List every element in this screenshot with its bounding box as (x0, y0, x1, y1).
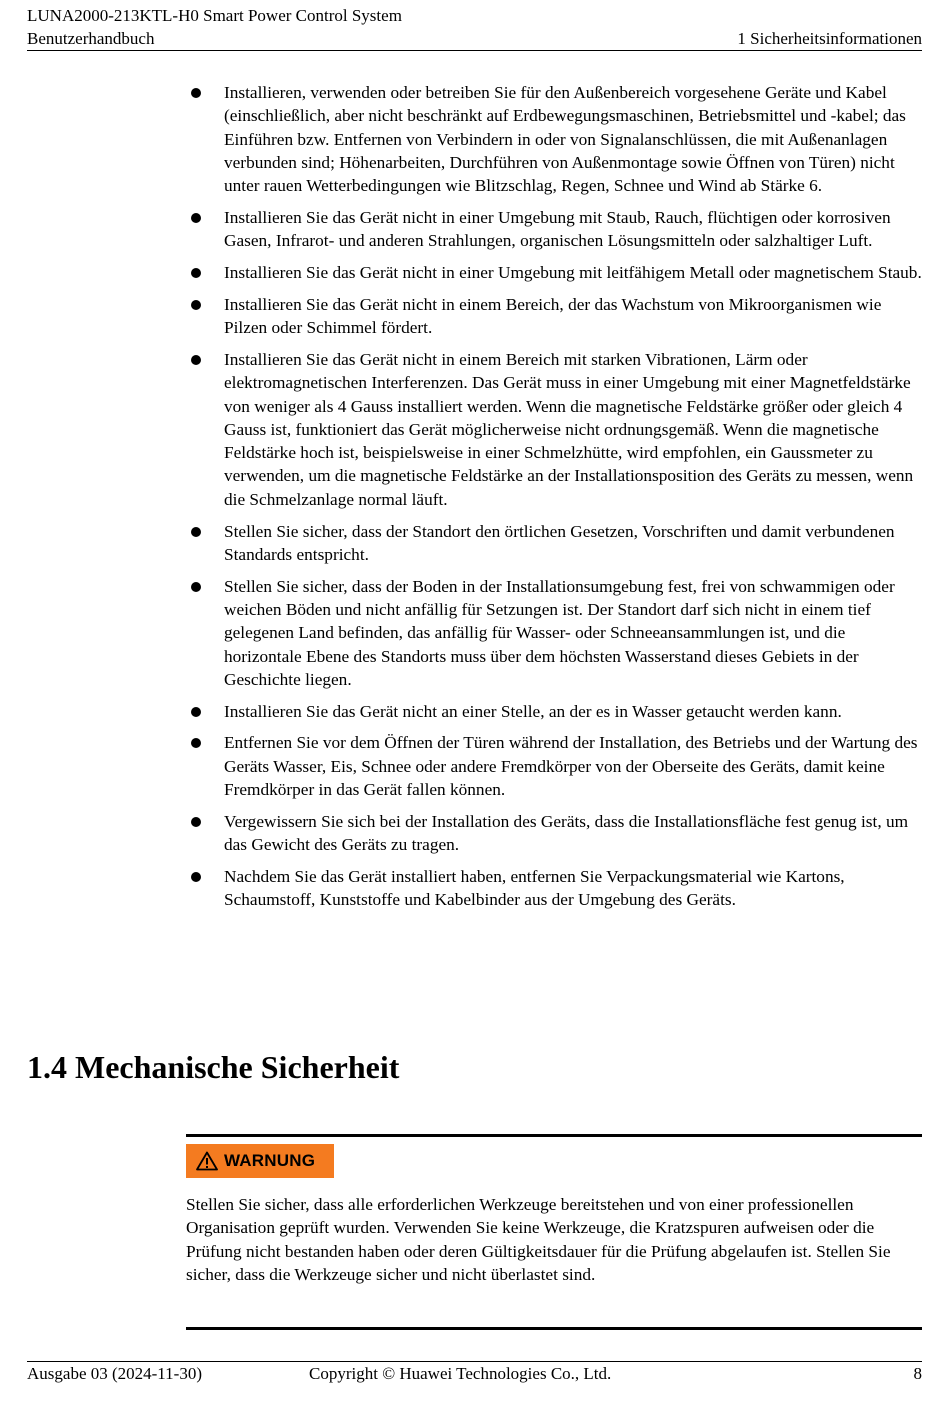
bullet-icon (191, 213, 201, 223)
list-item-text: Installieren Sie das Gerät nicht in einem Bereich, der das Wachstum von Mikroorganismen wie Pilzen oder Schimmel fördert. (224, 294, 882, 338)
list-item-text: Vergewissern Sie sich bei der Installation des Geräts, dass die Installationsfläche fest genug ist, um das Gewicht des Geräts zu tragen. (224, 811, 909, 855)
warning-label: WARNUNG (224, 1151, 316, 1170)
list-item (186, 575, 922, 691)
bullet-icon (191, 872, 201, 882)
header-row (27, 27, 922, 50)
bullet-icon (191, 268, 201, 278)
warning-triangle-icon (196, 1151, 218, 1171)
bullet-icon (191, 88, 201, 98)
list-item (186, 865, 922, 912)
list-item (186, 348, 922, 511)
section-title: 1.4 Mechanische Sicherheit (27, 1049, 400, 1085)
footer-copyright: Copyright © Huawei Technologies Co., Ltd. (309, 1364, 612, 1383)
warning-bottom-divider (186, 1327, 922, 1330)
header-chapter: 1 Sicherheitsinformationen (737, 29, 922, 48)
list-item-text: Stellen Sie sicher, dass der Standort den örtlichen Gesetzen, Vorschriften und damit verbundenen Standards entspricht. (224, 521, 895, 564)
list-item-text: Stellen Sie sicher, dass der Boden in der Installationsumgebung fest, frei von schwammigen oder weichen Böden und nicht anfällig für Setzungen ist. Der Standort darf sich nicht in einem tief gelegenen Land befinden, das anfällig für Wasser- oder Schneeansammlungen ist, und die horizontale Ebene des Standorts muss über dem höchsten Wasserstand dieses Gebiets in der Geschichte liegen. (224, 576, 895, 689)
list-item (186, 520, 922, 567)
header-manual: Benutzerhandbuch (27, 29, 155, 48)
bullet-icon (191, 707, 201, 717)
list-item-text: Installieren Sie das Gerät nicht in einer Umgebung mit Staub, Rauch, flüchtigen oder korrosiven Gasen, Infrarot- und anderen Strahlungen, organischen Lösungsmitteln oder salzhaltiger Luft. (224, 207, 891, 251)
bullet-icon (191, 355, 201, 365)
bullet-icon (191, 817, 201, 827)
list-item (186, 81, 922, 197)
list-item-text: Installieren Sie das Gerät nicht in einem Bereich mit starken Vibrationen, Lärm oder elektromagnetischen Interferenzen. Das Gerät muss in einer Umgebung mit einer Magnetfeldstärke von weniger als 4 Gauss installiert werden. Wenn die magnetische Feldstärke größer oder gleich 4 Gauss ist, funktioniert das Gerät möglicherweise nicht ordnungsgemäß. Wenn die magnetische Feldstärke hoch ist, beispielsweise in einer Schmelzhütte, wird empfohlen, ein Gaussmeter zu verwenden, um die magnetische Feldstärke an der Installationsposition des Geräts zu messen, wenn die Schmelzanlage normal läuft. (224, 349, 914, 509)
list-item (186, 261, 922, 284)
page-header (27, 4, 922, 50)
bullet-icon (191, 300, 201, 310)
bullet-icon (191, 582, 201, 592)
header-product: LUNA2000-213KTL-H0 Smart Power Control System (27, 6, 402, 25)
page-number: 8 (913, 1364, 922, 1383)
page-footer (27, 1363, 922, 1385)
bullet-list (186, 81, 922, 920)
warning-badge (186, 1144, 334, 1178)
bullet-icon (191, 527, 201, 537)
list-item (186, 700, 922, 723)
footer-edition: Ausgabe 03 (2024-11-30) (27, 1364, 202, 1383)
list-item-text: Nachdem Sie das Gerät installiert haben, entfernen Sie Verpackungsmaterial wie Kartons, Schaumstoff, Kunststoffe und Kabelbinder aus der Umgebung des Geräts. (224, 866, 845, 910)
list-item (186, 810, 922, 857)
warning-top-divider (186, 1134, 922, 1137)
list-item (186, 293, 922, 340)
footer-divider (27, 1361, 922, 1362)
list-item-text: Entfernen Sie vor dem Öffnen der Türen während der Installation, des Betriebs und der Wartung des Geräts Wasser, Eis, Schnee oder andere Fremdkörper von der Oberseite des Geräts, damit keine Fremdkörper in das Gerät fallen können. (224, 733, 918, 800)
list-item (186, 206, 922, 253)
list-item-text: Installieren Sie das Gerät nicht an einer Stelle, an der es in Wasser getaucht werden kann. (224, 701, 842, 721)
bullet-icon (191, 738, 201, 748)
list-item (186, 731, 922, 801)
warning-text: Stellen Sie sicher, dass alle erforderlichen Werkzeuge bereitstehen und von einer professionellen Organisation geprüft wurden. Verwenden Sie keine Werkzeuge, die Kratzspuren aufweisen oder die Prüfung nicht bestanden haben oder deren Gültigkeitsdauer für die Prüfung abgelaufen ist. Stellen Sie sicher, dass die Werkzeuge sicher und nicht überlastet sind. (186, 1195, 891, 1285)
header-divider (27, 50, 922, 51)
list-item-text: Installieren, verwenden oder betreiben Sie für den Außenbereich vorgesehene Geräte und Kabel (einschließlich, aber nicht beschränkt auf Erdbewegungsmaschinen, Betriebsmittel und -kabel; das Einführen bzw. Entfernen von Verbindern in oder von Signalanschlüssen, die mit Außenanlagen verbunden sind; Höhenarbeiten, Durchführen von Außenmontage sowie Öffnen von Türen) nicht unter rauen Wetterbedingungen wie Blitzschlag, Regen, Schnee und Wind ab Stärke 6. (224, 83, 906, 196)
list-item-text: Installieren Sie das Gerät nicht in einer Umgebung mit leitfähigem Metall oder magnetischem Staub. (224, 263, 922, 283)
